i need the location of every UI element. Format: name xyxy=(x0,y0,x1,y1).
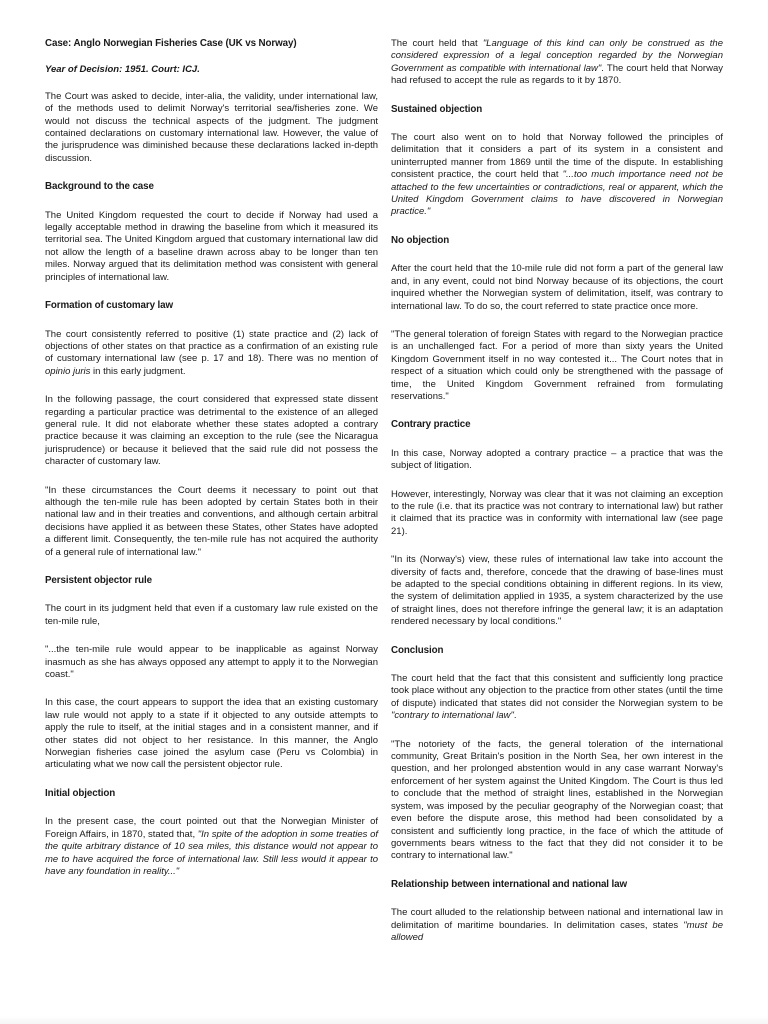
heading-formation: Formation of customary law xyxy=(45,300,174,312)
however-paragraph: However, interestingly, Norway was clear that it was not claiming an exception to the rule (i.e. that its practice was not contrary to international law) but rather it claimed that its practice was in conformity with international law (see page 21). xyxy=(391,488,723,537)
no-objection-paragraph: After the court held that the 10-mile rule did not form a part of the general law and, in any event, could not bind Norway because of its objections, the court inquired whether the Norwegian system of delimitation, itself, was contrary to international law. To do so, the court referred to state practice once more. xyxy=(391,263,723,312)
relationship-paragraph: The court alluded to the relationship between national and international law in delimitation of maritime boundaries. In delimitation cases, states "must be allowed xyxy=(391,907,723,943)
heading-no-objection: No objection xyxy=(391,234,450,246)
initial-paragraph: In the present case, the court pointed out that the Norwegian Minister of Foreign Affairs, in 1870, stated that, "In spite of the adoption in some treaties of the quite arbitrary distance of 10 sea miles, this distance would not appear to me to have acquired the force of international law. Still less would it appear to have any foundation in reality..." xyxy=(45,816,378,877)
notoriety-quote: "The notoriety of the facts, the general toleration of the international community, Great Britain's position in the North Sea, her own interest in the question, and her prolonged abstention would in any case warrant Norway's enforcement of her system against the United Kingdom. The Court is thus led to conclude that the method of straight lines, established in the Norwegian system, was imposed by the peculiar geography of the Norwegian coast; that even before the dispute arose, this method had been consolidated by a consistent and sufficiently long practice, in the face of which the attitude of governments bears witness to the fact that they did not consider it to be contrary to international law." xyxy=(391,738,723,862)
heading-contrary-practice: Contrary practice xyxy=(391,419,471,431)
background-paragraph: The United Kingdom requested the court to decide if Norway had used a legally acceptable method in drawing the baseline from which it measured its territorial sea. The United Kingdom argued that customary international law did not allow the length of a baseline drawn across abay to be longer than ten miles. Norway argued that its delimitation method was consistent with general principles of international law. xyxy=(45,209,378,283)
contrary-paragraph: In this case, Norway adopted a contrary practice – a practice that was the subject of litigation. xyxy=(391,447,723,472)
toleration-quote: "The general toleration of foreign States with regard to the Norwegian practice is an unchallenged fact. For a period of more than sixty years the United Kingdom Government itself in no way contested it... The Court notes that in respect of a situation which could only be strengthened with the passage of time, the United Kingdom Government refrained from formulating reservations." xyxy=(391,328,723,402)
allowed-phrase: "must be allowed xyxy=(391,919,723,943)
heading-conclusion: Conclusion xyxy=(391,644,444,656)
heading-sustained-objection: Sustained objection xyxy=(391,103,483,115)
ten-mile-quote: "In these circumstances the Court deems it necessary to point out that although the ten-mile rule has been adopted by certain States both in their national law and in their treaties and conventions, and although certain arbitral decisions have applied it as between these States, other States have adopted a different limit. Consequently, the ten-mile rule has not acquired the authority of a general rule of international law." xyxy=(45,484,378,558)
language-quote: "Language of this kind can only be construed as the considered expression of a legal conception regarded by the Norwegian Government as compatible with international law" xyxy=(391,38,723,74)
heading-background: Background to the case xyxy=(45,181,154,193)
heading-relationship: Relationship between international and national law xyxy=(391,878,628,890)
minister-quote: "In spite of the adoption in some treaties of the quite arbitrary distance of 10 sea miles, this distance would not appear to me to have acquired the force of international law. Still less would it appear to have any foundation in reality..." xyxy=(45,828,378,877)
intro-paragraph: The Court was asked to decide, inter-alia, the validity, under international law, of the methods used to delimit Norway's territorial sea/fisheries zone. We would not discuss the technical aspects of the judgment. The judgment contained declarations on customary international law. However, the value of the jurisprudence was diminished because these declarations lacked in-depth discussion. xyxy=(45,90,378,164)
passage-paragraph: In the following passage, the court considered that expressed state dissent regarding a particular practice was detrimental to the existence of an alleged general rule. It did not elaborate whether these states adopted a contrary practice because it was claiming an exception to the rule (see the Nicaragua jurisprudence) or because it believed that the said rule did not possess the character of customary law. xyxy=(45,394,378,468)
formation-paragraph: The court consistently referred to positive (1) state practice and (2) lack of objections of other states on that practice as a confirmation of an existing rule of customary international law (see p. 17 and 18). There was no mention of opinio juris in this early judgment. xyxy=(45,328,378,377)
year-of-decision: Year of Decision: 1951. Court: ICJ. xyxy=(45,64,200,76)
page-bottom-shadow xyxy=(0,1016,768,1024)
uncertainties-quote: "...too much importance need not be attached to the few uncertainties or contradictions, real or apparent, which the United Kingdom Government claims to have discovered in Norwegian practice." xyxy=(391,169,723,218)
inapplicable-quote: "...the ten-mile rule would appear to be inapplicable as against Norway inasmuch as she has always opposed any attempt to apply it to the Norwegian coast." xyxy=(45,644,378,681)
opinio-juris-term: opinio juris xyxy=(45,365,91,377)
conclusion-paragraph: The court held that the fact that this consistent and sufficiently long practice took place without any objection to the practice from other states (until the time of dispute) indicated that states did not consider the Norwegian system to be "contrary to international law". xyxy=(391,673,723,722)
heading-initial-objection: Initial objection xyxy=(45,787,116,799)
sustained-paragraph: The court also went on to hold that Norway followed the principles of delimitation that it considers a part of its system in a consistent and uninterrupted manner from 1869 until the time of the dispute. In establishing consistent practice, the court held that "...too much importance need not be attached to the few uncertainties or contradictions, real or apparent, which the United Kingdom Government claims to have discovered in Norwegian practice." xyxy=(391,132,723,218)
left-column xyxy=(45,38,378,878)
heading-persistent-objector: Persistent objector rule xyxy=(45,575,153,586)
persistent-paragraph: The court in its judgment held that even if a customary law rule existed on the ten-mile rule, xyxy=(45,603,378,627)
norway-view-quote: "In its (Norway's) view, these rules of international law take into account the diversity of facts and, therefore, concede that the drawing of base-lines must be adapted to the special conditions obtaining in different regions. In its view, the system of delimitation applied in 1935, a system characterized by the use of straight lines, does not therefore infringe the general law; it is an adaptation rendered necessary by local conditions." xyxy=(391,554,723,628)
support-paragraph: In this case, the court appears to support the idea that an existing customary law rule would not apply to a state if it objected to any outside attempts to apply the rule to itself, at the initial stages and in a consistent manner, and if other states did not object to her resistance. In this manner, the Anglo Norwegian fisheries case joined the asylum case (Peru vs Colombia) in articulating what we now call the persistent objector rule. xyxy=(45,697,378,771)
contrary-law-phrase: "contrary to international law" xyxy=(391,710,514,722)
case-title: Case: Anglo Norwegian Fisheries Case (UK vs Norway) xyxy=(45,38,297,49)
right-column xyxy=(391,38,723,944)
held-paragraph: The court held that "Language of this kind can only be construed as the considered expression of a legal conception regarded by the Norwegian Government as compatible with international law". The court held that Norway had refused to accept the rule as regards to it by 1870. xyxy=(391,38,723,87)
